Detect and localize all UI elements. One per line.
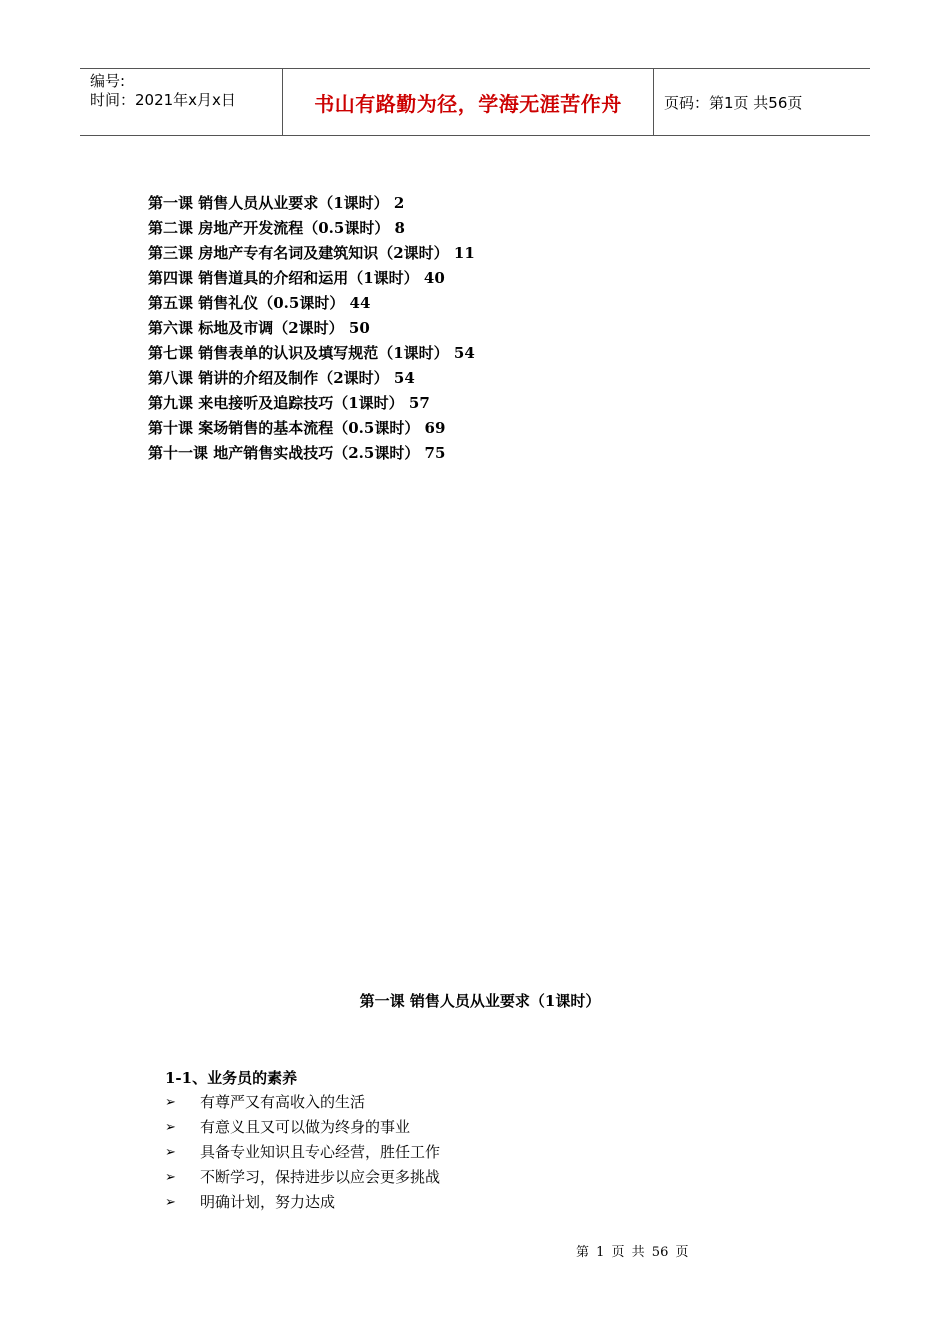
toc-item: 第六课 标地及市调（2课时） 50	[148, 319, 370, 337]
serial-number-label: 编号:	[90, 72, 126, 90]
arrow-bullet-icon: ➢	[165, 1095, 176, 1110]
header-page-info: 页码：第1页 共56页	[664, 93, 803, 112]
toc-item: 第七课 销售表单的认识及填写规范（1课时） 54	[148, 344, 475, 362]
list-item	[165, 1115, 440, 1140]
toc-item: 第二课 房地产开发流程（0.5课时） 8	[148, 219, 405, 237]
arrow-bullet-icon: ➢	[165, 1120, 176, 1135]
header-meta	[80, 69, 282, 135]
header-motto: 书山有路勤为径，学海无涯苦作舟	[282, 69, 654, 135]
subsection-title: 1-1、业务员的素养	[165, 1069, 298, 1087]
table-of-contents	[148, 191, 475, 466]
toc-item: 第一课 销售人员从业要求（1课时） 2	[148, 194, 405, 212]
date-label: 时间：2021年x月x日	[90, 91, 236, 109]
page-footer: 第 1 页 共 56 页	[576, 1245, 689, 1260]
arrow-bullet-icon: ➢	[165, 1145, 176, 1160]
toc-item: 第八课 销讲的介绍及制作（2课时） 54	[148, 369, 415, 387]
bullet-text: 不断学习，保持进步以应会更多挑战	[200, 1168, 441, 1186]
arrow-bullet-icon: ➢	[165, 1170, 176, 1185]
toc-item: 第十课 案场销售的基本流程（0.5课时） 69	[148, 419, 446, 437]
bullet-text: 有意义且又可以做为终身的事业	[200, 1118, 411, 1136]
toc-item: 第五课 销售礼仪（0.5课时） 44	[148, 294, 371, 312]
list-item	[165, 1190, 440, 1215]
toc-item: 第四课 销售道具的介绍和运用（1课时） 40	[148, 269, 445, 287]
bullet-text: 具备专业知识且专心经营，胜任工作	[200, 1143, 441, 1161]
bullet-text: 有尊严又有高收入的生活	[200, 1093, 366, 1111]
bullet-text: 明确计划，努力达成	[200, 1193, 336, 1211]
bullet-list	[165, 1090, 440, 1215]
section-title: 第一课 销售人员从业要求（1课时）	[359, 992, 601, 1010]
list-item	[165, 1165, 440, 1190]
arrow-bullet-icon: ➢	[165, 1195, 176, 1210]
toc-item: 第三课 房地产专有名词及建筑知识（2课时） 11	[148, 244, 475, 262]
list-item	[165, 1140, 440, 1165]
list-item	[165, 1090, 440, 1115]
toc-item: 第十一课 地产销售实战技巧（2.5课时） 75	[148, 444, 446, 462]
toc-item: 第九课 来电接听及追踪技巧（1课时） 57	[148, 394, 430, 412]
page-header	[80, 68, 870, 136]
